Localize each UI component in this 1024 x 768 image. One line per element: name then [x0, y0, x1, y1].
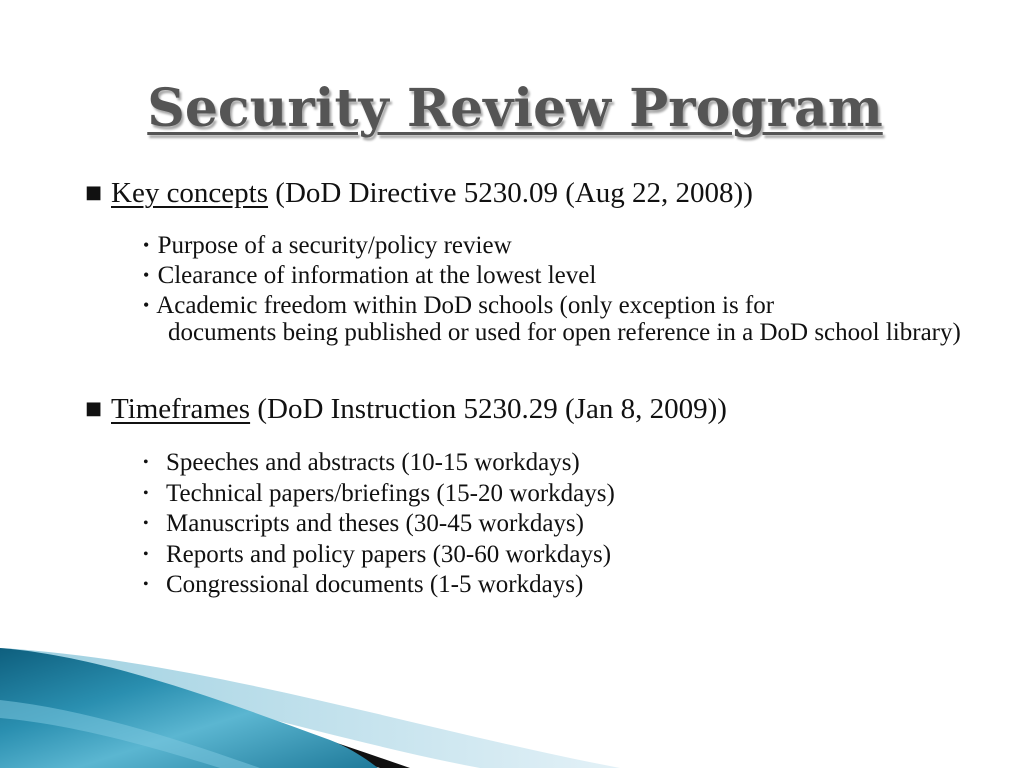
list-item: [143, 448, 1003, 479]
bullet-icon: •: [143, 576, 149, 593]
list-item: [143, 479, 1003, 510]
list-item-text: Technical papers/briefings (15-20 workdays): [166, 479, 615, 507]
bullet-icon: •: [143, 515, 149, 532]
list-item-text: Reports and policy papers (30-60 workdays): [166, 540, 612, 568]
list-item: [143, 540, 1003, 571]
section-timeframes: [85, 393, 727, 426]
bullet-icon: •: [143, 295, 150, 315]
square-bullet-icon: ■: [85, 398, 103, 419]
slide-title: Security Review Program: [147, 78, 883, 139]
bullet-icon: •: [143, 235, 150, 255]
list-item-continuation: documents being published or used for open reference in a DoD school library): [168, 319, 961, 346]
bullet-icon: •: [143, 265, 150, 285]
list-item: [143, 291, 1003, 345]
list-item-text: Manuscripts and theses (30-45 workdays): [166, 510, 584, 537]
key-concepts-list: [143, 231, 1003, 346]
section-heading: Key concepts: [111, 177, 269, 209]
bullet-icon: •: [143, 545, 149, 563]
list-item-text: Speeches and abstracts (10-15 workdays): [166, 449, 580, 476]
section-reference: (DoD Directive 5230.09 (Aug 22, 2008)): [268, 177, 753, 209]
list-item-text: Purpose of a security/policy review: [157, 232, 512, 259]
bullet-icon: •: [143, 454, 149, 471]
list-item: [143, 261, 1003, 290]
list-item-text: Clearance of information at the lowest level: [157, 262, 597, 289]
list-item: [143, 570, 1003, 601]
timeframes-list: [143, 448, 1003, 601]
section-reference: (DoD Instruction 5230.29 (Jan 8, 2009)): [250, 393, 727, 425]
list-item-text: Academic freedom within DoD schools (only exception is for: [156, 292, 775, 319]
list-item: [143, 509, 1003, 540]
section-key-concepts: [85, 177, 753, 210]
section-heading: Timeframes: [111, 393, 251, 425]
bullet-icon: •: [143, 484, 149, 502]
square-bullet-icon: ■: [85, 182, 103, 203]
decorative-wave: [0, 600, 1024, 768]
list-item-text: Congressional documents (1-5 workdays): [166, 571, 584, 598]
list-item: [143, 231, 1003, 260]
